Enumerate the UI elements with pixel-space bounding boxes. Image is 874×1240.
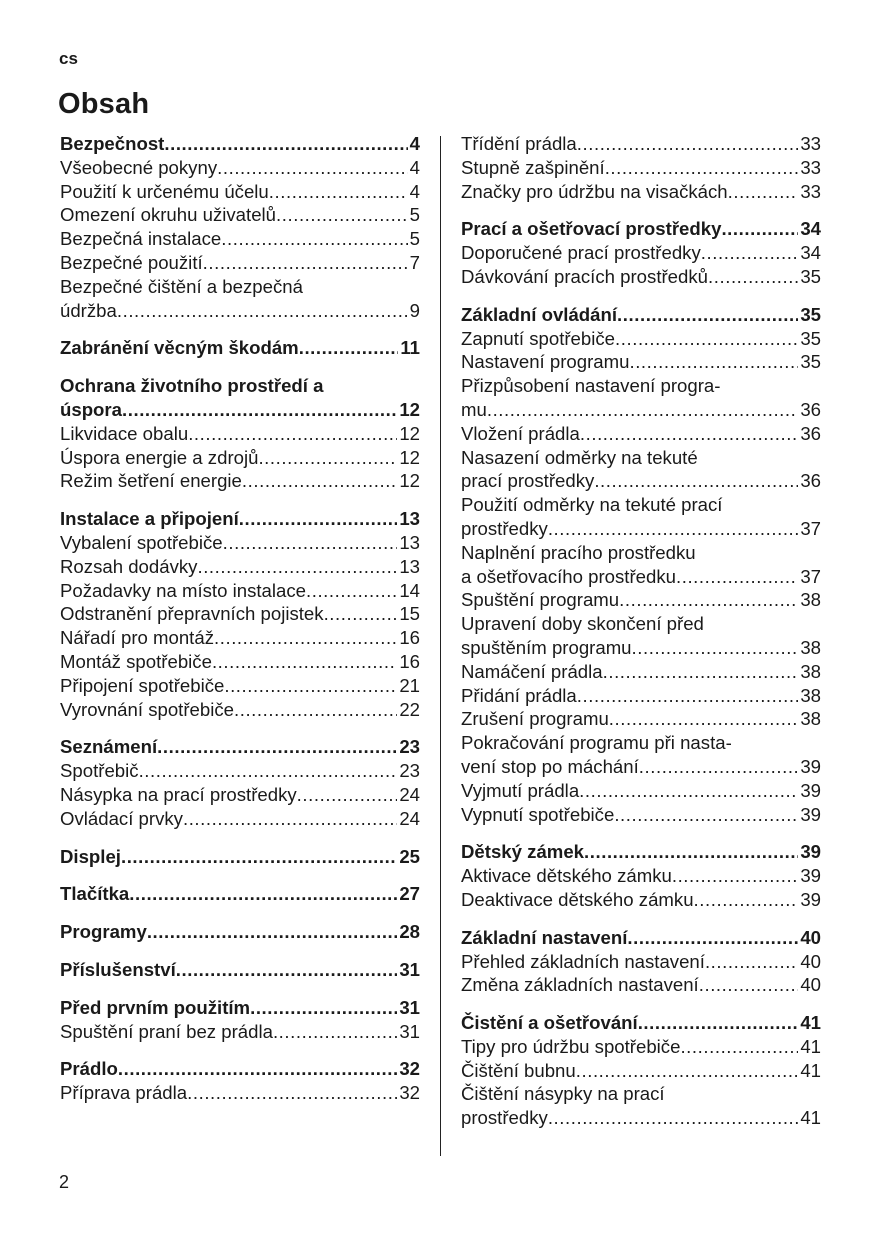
toc-entry-title: Před prvním použitím (60, 996, 251, 1018)
toc-entry-page: 39 (800, 803, 821, 825)
dot-leader (576, 1059, 799, 1083)
toc-entry (461, 398, 821, 422)
toc-entry-page: 38 (800, 684, 821, 706)
toc-entry-title: Deaktivace dětského zámku (461, 888, 694, 910)
dot-leader (117, 299, 408, 323)
toc-entry-title: Násypka na prací prostředky (60, 783, 297, 805)
dot-leader (632, 636, 799, 660)
dot-leader (223, 531, 398, 555)
toc-entry-title: Montáž spotřebiče (60, 650, 212, 672)
toc-entry-page: 15 (399, 603, 420, 625)
toc-entry-page: 4 (409, 156, 420, 178)
toc-entry (461, 469, 821, 493)
toc-column-right (461, 132, 821, 1130)
toc-entry-page: 33 (800, 180, 821, 202)
dot-leader (212, 650, 397, 674)
dot-leader (694, 888, 799, 912)
dot-leader (605, 156, 799, 180)
toc-section-heading (60, 920, 420, 944)
toc-entry-page: 31 (399, 958, 420, 980)
toc-entry (461, 888, 821, 912)
dot-leader (183, 807, 397, 831)
toc-entry-title: prostředky (461, 1107, 548, 1129)
toc-section-heading (60, 845, 420, 869)
toc-entry-title: Vybalení spotřebiče (60, 531, 223, 553)
toc-entry (461, 241, 821, 265)
toc-entry-title: Tlačítka (60, 883, 130, 905)
dot-leader (258, 446, 397, 470)
toc-section-heading (461, 926, 821, 950)
dot-leader (122, 398, 397, 422)
dot-leader (699, 973, 799, 997)
toc-entry (60, 227, 420, 251)
toc-entry-title: Rozsah dodávky (60, 555, 198, 577)
toc-entry-page: 4 (409, 180, 420, 202)
toc-entry-title: Instalace a připojení (60, 508, 239, 530)
toc-entry-page: 40 (800, 974, 821, 996)
toc-entry (60, 759, 420, 783)
toc-entry (461, 731, 821, 755)
toc-entry-page: 24 (399, 807, 420, 829)
toc-entry (461, 446, 821, 470)
toc-entry (461, 265, 821, 289)
toc-entry-title: Připojení spotřebiče (60, 674, 225, 696)
toc-entry-page: 34 (800, 218, 821, 240)
toc-entry-title: Nářadí pro montáž (60, 627, 214, 649)
toc-entry-page: 5 (409, 204, 420, 226)
toc-entry-title: Změna základních nastavení (461, 974, 699, 996)
toc-section-heading (60, 398, 420, 422)
dot-leader (269, 180, 408, 204)
dot-leader (579, 779, 798, 803)
page-title: Obsah (58, 88, 150, 120)
toc-entry-title: Přidání prádla (461, 684, 577, 706)
toc-entry-title: Bezpečnost (60, 133, 165, 154)
toc-entry-title: Stupně zašpinění (461, 156, 605, 178)
toc-entry-title: Aktivace dětského zámku (461, 865, 672, 887)
toc-entry-title: vení stop po máchání (461, 755, 639, 777)
dot-leader (619, 588, 798, 612)
toc-entry (461, 1035, 821, 1059)
toc-entry-title: Pokračování programu při nasta- (461, 732, 732, 754)
toc-section-heading (60, 996, 420, 1020)
toc-entry-title: Zabránění věcným škodám (60, 337, 299, 359)
dot-leader (197, 555, 397, 579)
toc-entry-page: 32 (399, 1082, 420, 1104)
toc-entry-page: 35 (800, 265, 821, 287)
toc-entry (461, 350, 821, 374)
toc-entry-page: 39 (800, 865, 821, 887)
toc-entry (461, 779, 821, 803)
toc-entry (461, 707, 821, 731)
toc-entry-title: Požadavky na místo instalace (60, 579, 306, 601)
toc-entry-page: 21 (399, 674, 420, 696)
toc-entry-page: 28 (399, 921, 420, 943)
toc-entry (461, 950, 821, 974)
toc-entry (461, 180, 821, 204)
toc-entry-title: prací prostředky (461, 470, 595, 492)
dot-leader (728, 180, 799, 204)
toc-entry-title: Režim šetření energie (60, 470, 242, 492)
dot-leader (672, 864, 798, 888)
toc-entry (461, 1106, 821, 1130)
toc-entry (60, 783, 420, 807)
toc-entry-title: Spuštění praní bez prádla (60, 1020, 273, 1042)
toc-entry-title: Seznámení (60, 736, 158, 758)
toc-entry-title: Likvidace obalu (60, 422, 189, 444)
dot-leader (306, 579, 397, 603)
toc-entry-title: Vložení prádla (461, 422, 580, 444)
toc-entry-page: 31 (399, 1020, 420, 1042)
toc-entry (60, 1081, 420, 1105)
toc-entry (461, 636, 821, 660)
toc-section-heading (461, 1011, 821, 1035)
toc-entry-page: 37 (800, 517, 821, 539)
toc-entry-page: 16 (399, 627, 420, 649)
toc-entry (60, 251, 420, 275)
toc-entry-page: 41 (800, 1059, 821, 1081)
dot-leader (118, 1057, 397, 1081)
toc-entry-title: Bezpečné čištění a bezpečná (60, 275, 303, 297)
toc-entry (60, 650, 420, 674)
toc-entry-page: 39 (800, 755, 821, 777)
toc-entry-page: 14 (399, 579, 420, 601)
toc-entry-title: Příprava prádla (60, 1082, 188, 1104)
toc-entry (60, 698, 420, 722)
toc-entry-page: 36 (800, 398, 821, 420)
toc-entry-title: Naplnění pracího prostředku (461, 541, 696, 563)
toc-entry (461, 493, 821, 517)
toc-entry-title: Spotřebič (60, 760, 139, 782)
toc-entry-title: Omezení okruhu uživatelů (60, 204, 277, 226)
dot-leader (639, 755, 799, 779)
toc-entry-page: 9 (409, 299, 420, 321)
toc-entry-page: 13 (399, 555, 420, 577)
toc-entry-page: 31 (399, 996, 420, 1018)
toc-entry (461, 1059, 821, 1083)
dot-leader (239, 507, 398, 531)
dot-leader (129, 882, 397, 906)
toc-entry (60, 674, 420, 698)
toc-entry-title: Základní ovládání (461, 303, 618, 325)
toc-entry-page: 22 (399, 698, 420, 720)
toc-entry-page: 33 (800, 133, 821, 154)
dot-leader (299, 336, 399, 360)
toc-entry-page: 40 (800, 950, 821, 972)
toc-entry-page: 32 (399, 1058, 420, 1080)
dot-leader (705, 950, 798, 974)
dot-leader (548, 1106, 799, 1130)
toc-entry-title: Vyjmutí prádla (461, 779, 580, 801)
toc-entry-title: Úspora energie a zdrojů (60, 446, 259, 468)
toc-entry-page: 38 (800, 589, 821, 611)
toc-entry-page: 41 (800, 1035, 821, 1057)
dot-leader (603, 660, 799, 684)
toc-entry-page: 36 (800, 422, 821, 444)
toc-entry (60, 626, 420, 650)
toc-section-heading (60, 374, 420, 398)
toc-section-heading (60, 1057, 420, 1081)
dot-leader (580, 422, 798, 446)
toc-entry-title: Třídění prádla (461, 133, 577, 154)
toc-entry-title: Zapnutí spotřebiče (461, 327, 616, 349)
toc-entry-title: Prací a ošetřovací prostředky (461, 218, 722, 240)
toc-entry (461, 517, 821, 541)
toc-section-heading (461, 217, 821, 241)
toc-entry-title: Přizpůsobení nastavení progra- (461, 375, 721, 397)
toc-entry-page: 12 (399, 398, 420, 420)
toc-entry-page: 35 (800, 303, 821, 325)
toc-entry (60, 807, 420, 831)
dot-leader (548, 517, 799, 541)
toc-entry-title: Prádlo (60, 1058, 118, 1080)
toc-entry-title: Programy (60, 921, 147, 943)
toc-entry (60, 1020, 420, 1044)
toc-entry-title: Namáčení prádla (461, 660, 603, 682)
toc-entry (60, 180, 420, 204)
dot-leader (615, 327, 798, 351)
dot-leader (584, 840, 798, 864)
toc-entry-title: Bezpečné použití (60, 251, 203, 273)
toc-entry-page: 37 (800, 565, 821, 587)
dot-leader (188, 422, 397, 446)
toc-entry-page: 12 (399, 446, 420, 468)
toc-entry-page: 7 (409, 251, 420, 273)
toc-entry (461, 132, 821, 156)
toc-entry-title: Nasazení odměrky na tekuté (461, 446, 698, 468)
toc-entry (461, 422, 821, 446)
dot-leader (629, 350, 798, 374)
toc-entry (461, 156, 821, 180)
toc-entry-title: Ovládací prvky (60, 807, 183, 829)
toc-entry-title: Upravení doby skončení před (461, 613, 704, 635)
dot-leader (176, 958, 398, 982)
column-divider (440, 136, 441, 1156)
dot-leader (324, 602, 398, 626)
dot-leader (577, 132, 799, 156)
toc-entry-page: 41 (800, 1107, 821, 1129)
toc-entry-page: 13 (399, 508, 420, 530)
toc-entry-title: Tipy pro údržbu spotřebiče (461, 1035, 681, 1057)
toc-entry-title: Spuštění programu (461, 589, 620, 611)
dot-leader (224, 674, 397, 698)
dot-leader (297, 783, 398, 807)
toc-entry-page: 33 (800, 156, 821, 178)
dot-leader (121, 845, 397, 869)
toc-section-heading (60, 735, 420, 759)
toc-entry-page: 24 (399, 783, 420, 805)
dot-leader (617, 303, 798, 327)
toc-entry-page: 38 (800, 708, 821, 730)
toc-entry-title: Zrušení programu (461, 708, 609, 730)
toc-entry (60, 203, 420, 227)
toc-entry-page: 35 (800, 351, 821, 373)
toc-entry-title: Základní nastavení (461, 926, 628, 948)
toc-entry (461, 1082, 821, 1106)
toc-entry-page: 12 (399, 422, 420, 444)
dot-leader (487, 398, 798, 422)
toc-entry-title: spuštěním programu (461, 636, 632, 658)
toc-entry-page: 35 (800, 327, 821, 349)
toc-entry (461, 973, 821, 997)
dot-leader (187, 1081, 397, 1105)
toc-entry-page: 5 (409, 228, 420, 250)
page-number: 2 (59, 1172, 70, 1192)
dot-leader (676, 565, 798, 589)
toc-entry (461, 755, 821, 779)
toc-entry (461, 684, 821, 708)
dot-leader (594, 469, 798, 493)
toc-entry-title: Použití odměrky na tekuté prací (461, 494, 723, 516)
toc-entry-page: 4 (409, 133, 420, 154)
dot-leader (276, 203, 408, 227)
toc-section-heading (60, 958, 420, 982)
dot-leader (221, 227, 407, 251)
dot-leader (147, 920, 398, 944)
toc-entry-title: Nastavení programu (461, 351, 630, 373)
toc-entry-title: mu (461, 398, 487, 420)
toc-entry (60, 602, 420, 626)
dot-leader (234, 698, 397, 722)
toc-entry-title: Doporučené prací prostředky (461, 242, 701, 264)
dot-leader (273, 1020, 397, 1044)
toc-entry-page: 23 (399, 760, 420, 782)
dot-leader (203, 251, 408, 275)
toc-entry-title: Všeobecné pokyny (60, 156, 218, 178)
toc-entry-page: 38 (800, 660, 821, 682)
language-code: cs (59, 49, 78, 68)
toc-entry-page: 11 (400, 337, 420, 359)
dot-leader (609, 707, 799, 731)
toc-entry-title: Dávkování pracích prostředků (461, 265, 709, 287)
dot-leader (638, 1011, 799, 1035)
toc-entry-title: Vypnutí spotřebiče (461, 803, 615, 825)
toc-entry-title: Dětský zámek (461, 841, 585, 863)
dot-leader (164, 132, 407, 156)
toc-entry-page: 39 (800, 779, 821, 801)
toc-entry (60, 469, 420, 493)
toc-entry-page: 27 (399, 883, 420, 905)
toc-entry-page: 39 (800, 888, 821, 910)
toc-entry-title: Vyrovnání spotřebiče (60, 698, 234, 720)
dot-leader (721, 217, 798, 241)
dot-leader (701, 241, 799, 265)
toc-entry-title: prostředky (461, 517, 548, 539)
toc-entry (461, 864, 821, 888)
dot-leader (627, 926, 798, 950)
toc-entry-title: Čištění násypky na prací (461, 1083, 665, 1105)
toc-entry (60, 555, 420, 579)
toc-entry-page: 39 (800, 841, 821, 863)
toc-column-left (60, 132, 420, 1105)
toc-entry-title: Příslušenství (60, 958, 176, 980)
toc-entry (461, 588, 821, 612)
toc-entry-page: 12 (399, 470, 420, 492)
dot-leader (577, 684, 799, 708)
toc-entry-title: Čištění bubnu (461, 1059, 576, 1081)
toc-entry (60, 422, 420, 446)
dot-leader (680, 1035, 798, 1059)
toc-entry (60, 579, 420, 603)
toc-entry-page: 38 (800, 636, 821, 658)
toc-entry-title: Čistění a ošetřování (461, 1012, 638, 1034)
toc-entry-page: 13 (399, 531, 420, 553)
toc-section-heading (60, 507, 420, 531)
toc-section-heading (60, 336, 420, 360)
dot-leader (214, 626, 397, 650)
toc-entry (60, 531, 420, 555)
toc-entry-page: 23 (399, 736, 420, 758)
dot-leader (157, 735, 397, 759)
toc-entry-page: 40 (800, 926, 821, 948)
toc-entry-title: a ošetřovacího prostředku (461, 565, 676, 587)
toc-entry-page: 25 (399, 845, 420, 867)
toc-entry (461, 541, 821, 565)
dot-leader (250, 996, 397, 1020)
toc-entry (60, 299, 420, 323)
dot-leader (139, 759, 398, 783)
toc-entry-title: Odstranění přepravních pojistek (60, 603, 324, 625)
toc-entry-page: 36 (800, 470, 821, 492)
dot-leader (217, 156, 408, 180)
toc-entry-title: údržba (60, 299, 117, 321)
toc-entry-title: Bezpečná instalace (60, 228, 222, 250)
dot-leader (242, 469, 397, 493)
toc-entry-title: Značky pro údržbu na visačkách (461, 180, 728, 202)
toc-entry (60, 156, 420, 180)
toc-entry-title: Přehled základních nastavení (461, 950, 705, 972)
toc-entry (461, 374, 821, 398)
toc-entry (60, 446, 420, 470)
toc-entry (461, 327, 821, 351)
toc-entry-title: Displej (60, 845, 121, 867)
toc-section-heading (461, 303, 821, 327)
toc-entry-page: 16 (399, 650, 420, 672)
toc-entry (60, 275, 420, 299)
toc-entry-title: úspora (60, 398, 122, 420)
toc-entry (461, 612, 821, 636)
toc-entry-page: 41 (800, 1012, 821, 1034)
toc-entry (461, 803, 821, 827)
dot-leader (708, 265, 798, 289)
toc-entry-page: 34 (800, 242, 821, 264)
toc-entry (461, 565, 821, 589)
toc-entry-title: Použití k určenému účelu (60, 180, 269, 202)
toc-entry (461, 660, 821, 684)
toc-section-heading (60, 132, 420, 156)
toc-section-heading (461, 840, 821, 864)
dot-leader (614, 803, 798, 827)
toc-section-heading (60, 882, 420, 906)
toc-entry-title: Ochrana životního prostředí a (60, 375, 324, 397)
